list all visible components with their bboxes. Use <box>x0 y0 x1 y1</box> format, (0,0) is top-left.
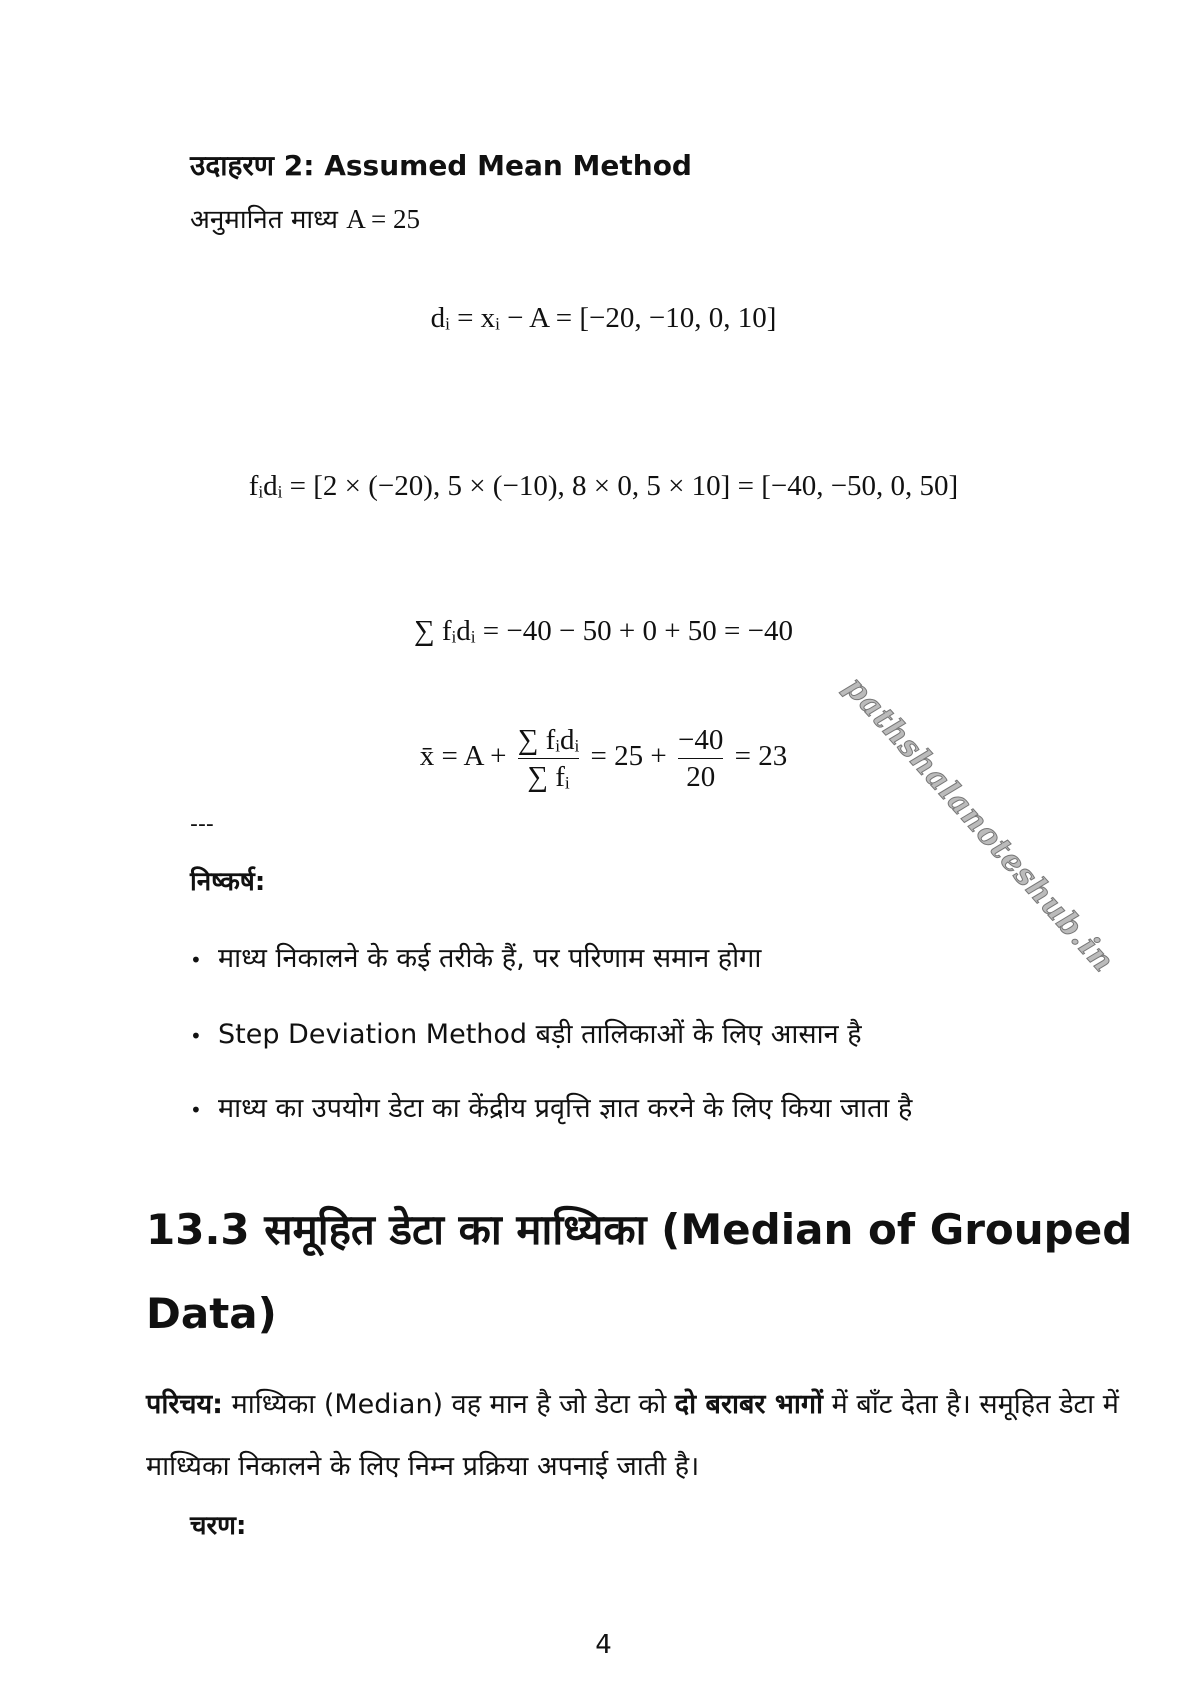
bullet-item: • माध्य का उपयोग डेटा का केंद्रीय प्रवृत्ति ज्ञात करने के लिए किया जाता है <box>190 1088 912 1125</box>
assumed-mean-line <box>190 200 420 236</box>
example-heading: उदाहरण 2: Assumed Mean Method <box>190 149 692 182</box>
watermark: pathshalanoteshub.in <box>837 669 1121 980</box>
equation-mean <box>0 722 1200 795</box>
equation-deviation: dᵢ = xᵢ − A = [−20, −10, 0, 10] <box>430 302 777 334</box>
steps-heading: चरण: <box>190 1511 247 1541</box>
mean-mid: = 25 + <box>590 740 667 773</box>
fraction-sum <box>518 722 580 795</box>
fraction-denominator: 20 <box>686 761 716 793</box>
intro-text: में बाँट देता है। समूहित डेटा में माध्यिका निकालने के लिए निम्न प्रक्रिया अपनाई जाती है। <box>146 1389 1119 1482</box>
intro-label: परिचय: <box>146 1389 223 1420</box>
mean-lhs: x̄ = A + <box>419 740 507 773</box>
section-heading: 13.3 समूहित डेटा का माध्यिका (Median of Grouped Data) <box>146 1205 1133 1338</box>
intro-paragraph <box>146 1374 1156 1498</box>
equation-sum: ∑ fᵢdᵢ = −40 − 50 + 0 + 50 = −40 <box>413 615 794 647</box>
median-section <box>146 1188 1156 1546</box>
page-number: 4 <box>595 1630 612 1660</box>
equation-fidi: fᵢdᵢ = [2 × (−20), 5 × (−10), 8 × 0, 5 × 10] = [−40, −50, 0, 50] <box>248 470 959 502</box>
intro-text: माध्यिका (Median) वह मान है जो डेटा को <box>222 1389 675 1420</box>
fraction-value <box>678 722 723 795</box>
conclusion-heading: निष्कर्ष: <box>190 867 266 897</box>
intro-bold: दो बराबर भागों <box>674 1389 824 1420</box>
assumed-mean-expr: A = 25 <box>346 204 420 234</box>
bullet-item: • माध्य निकालने के कई तरीके हैं, पर परिणाम समान होगा <box>190 938 761 975</box>
assumed-mean-label: अनुमानित माध्य <box>190 205 338 235</box>
fraction-numerator: −40 <box>678 722 723 759</box>
mean-rhs: = 23 <box>734 740 788 773</box>
fraction-numerator: ∑ fᵢdᵢ <box>518 722 580 759</box>
fraction-denominator: ∑ fᵢ <box>527 761 570 793</box>
bullet-item: • Step Deviation Method बड़ी तालिकाओं के लिए आसान है <box>190 1014 862 1051</box>
separator: --- <box>190 812 214 837</box>
